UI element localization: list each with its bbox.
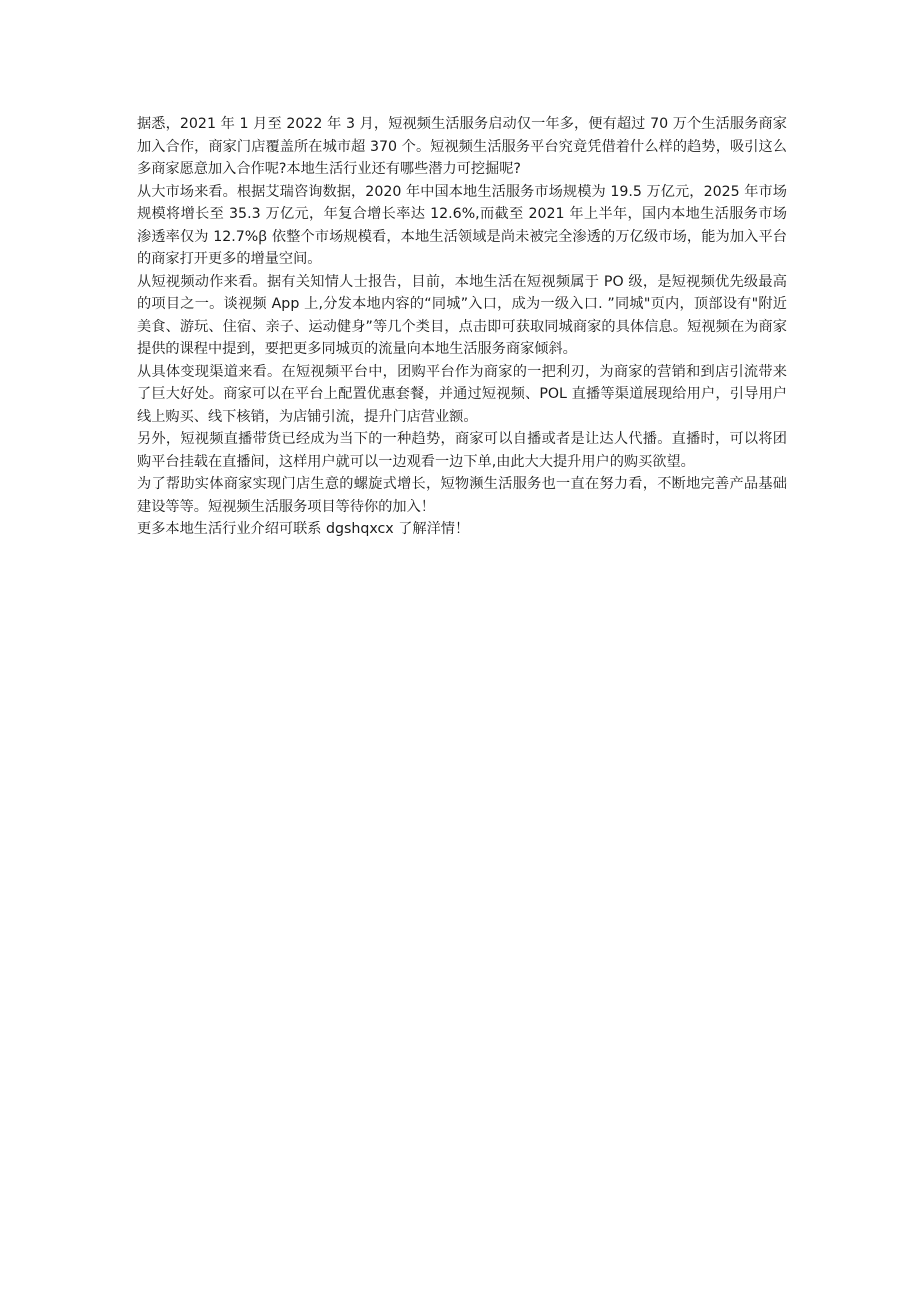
article-body — [137, 113, 787, 541]
paragraph-intro: 据悉，2021 年 1 月至 2022 年 3 月，短视频生活服务启动仅一年多，便有超过 70 万个生活服务商家加入合作，商家门店覆盖所在城市超 370 个。短视频生活服务平台究竟凭借着什么样的趋势，吸引这么多商家愿意加入合作呢?本地生活行业还有哪些潜力可挖掘呢? — [137, 116, 787, 177]
paragraph-livestream: 另外，短视频直播带货已经成为当下的一种趋势，商家可以自播或者是让达人代播。直播时，可以将团购平台挂载在直播间，这样用户就可以一边观看一边下单,由此大大提升用户的购买欲望。 — [137, 431, 787, 470]
paragraph-monetization-channels: 从具体变现渠道来看。在短视频平台中，团购平台作为商家的一把利刃，为商家的营销和到店引流带来了巨大好处。商家可以在平台上配置优惠套餐，并通过短视频、POL 直播等渠道展现给用户，引导用户线上购买、线下核销，为店铺引流，提升门店营业额。 — [137, 363, 787, 425]
paragraph-market: 从大市场来看。根据艾瑞咨询数据，2020 年中国本地生活服务市场规模为 19.5 万亿元，2025 年市场规模将增长至 35.3 万亿元，年复合增长率达 12.6%,而截至 2021 年上半年，国内本地生活服务市场渗透率仅为 12.7%ꞵ 依整个市场规模看，本地生活领域是尚未被完全渗透的万亿级市场，能为加入平台的商家打开更多的增量空间。 — [137, 183, 787, 267]
paragraph-contact: 更多本地生活行业介绍可联系 dgshqxcx 了解洋情！ — [137, 521, 470, 537]
paragraph-support: 为了帮助实体商家实现门店生意的螺旋式增长，短物濒生活服务也一直在努力看，不断地完善产品基础建设等等。短视频生活服务项目等待你的加入！ — [137, 476, 787, 515]
paragraph-short-video-action: 从短视频动作来看。据有关知情人士报告，目前，本地生活在短视频属于 PO 级，是短视频优先级最高的项目之一。谈视频 App 上,分发本地内容的“同城”入口，成为一级入口. ”同城"页内，顶部设有"附近美食、游玩、住宿、亲子、运动健身”等几个类目，点击即可获取同城商家的具体信息。短视频在为商家提供的课程中提到，要把更多同城页的流量向本地生活服务商家倾斜。 — [137, 273, 787, 357]
